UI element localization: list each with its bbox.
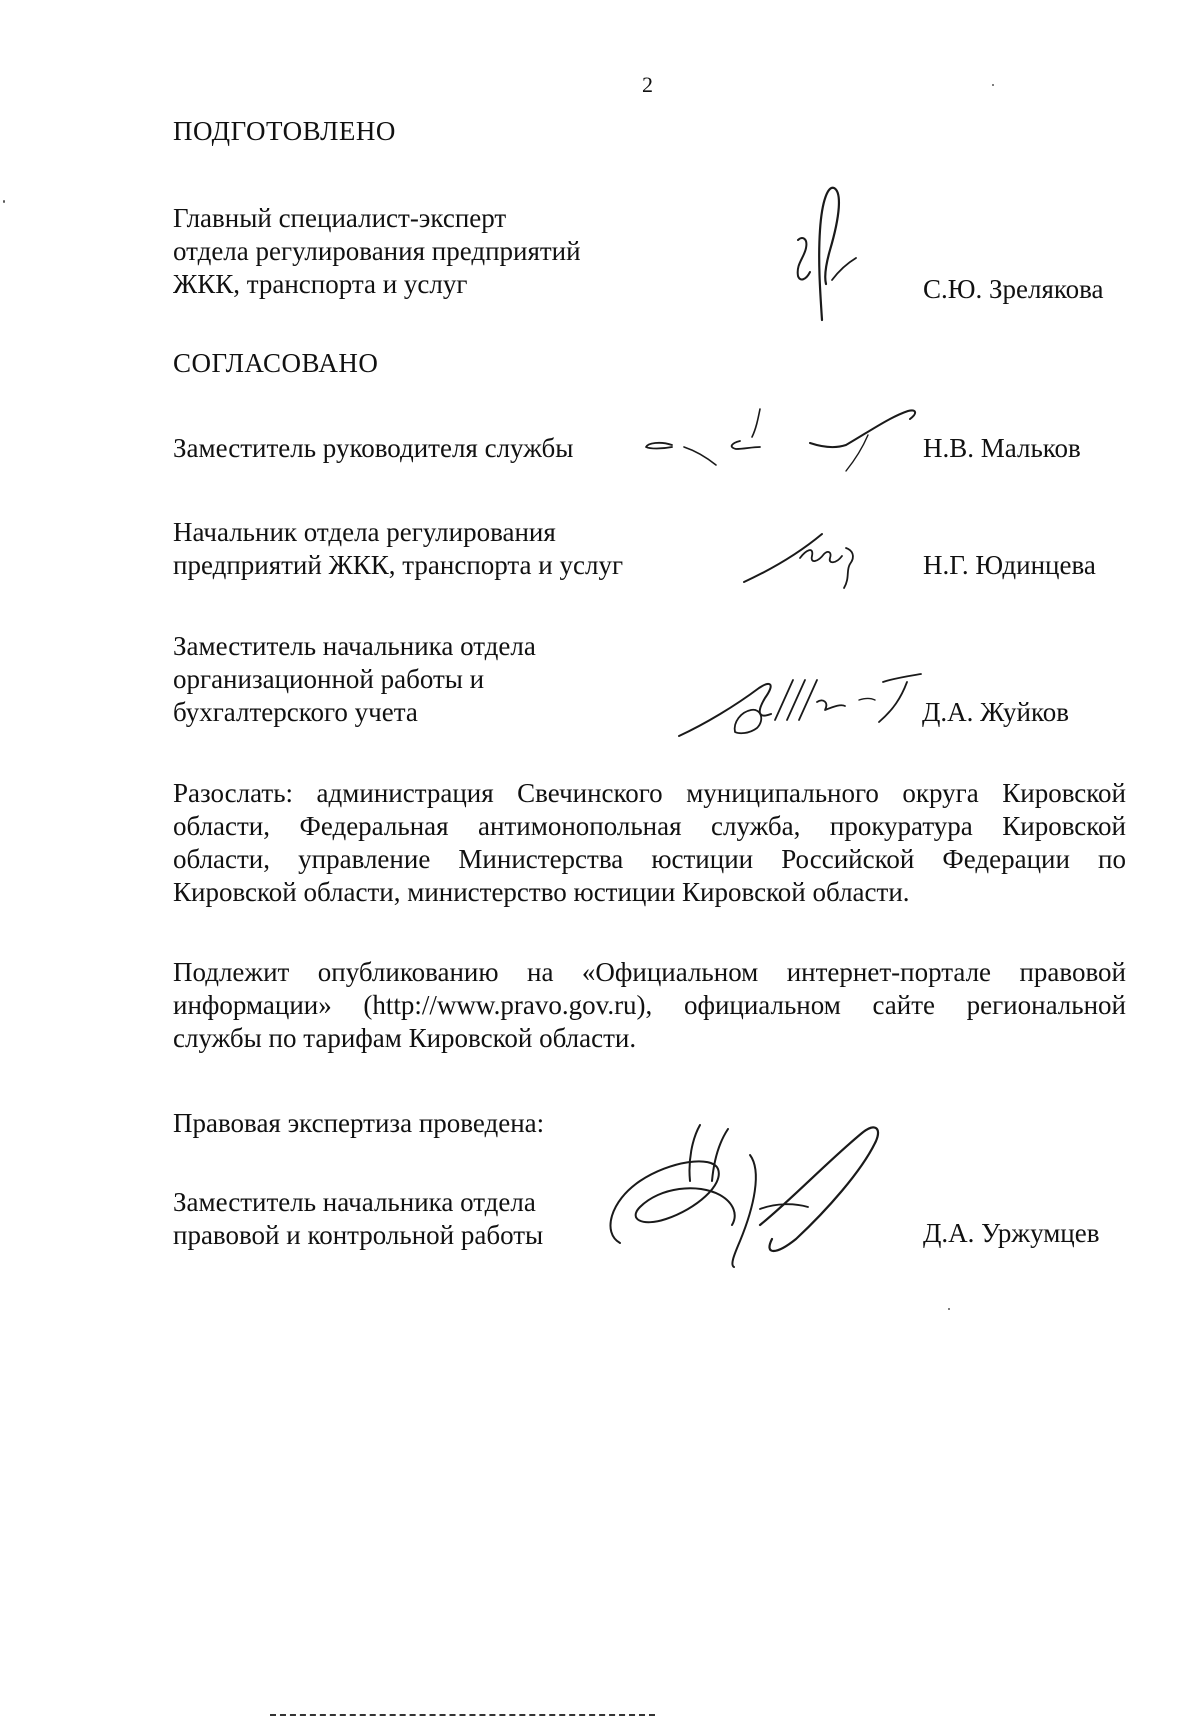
distribution-paragraph xyxy=(173,777,1126,909)
signature-urzhumtsev xyxy=(600,1115,920,1275)
position-line: Заместитель начальника отдела xyxy=(173,631,536,661)
page-number: 2 xyxy=(642,72,653,97)
position-line: правовой и контрольной работы xyxy=(173,1220,544,1250)
signatory-position xyxy=(173,432,573,465)
position-line: отдела регулирования предприятий xyxy=(173,236,581,266)
position-line: Начальник отдела регулирования xyxy=(173,517,556,547)
position-line: бухгалтерского учета xyxy=(173,697,418,727)
signature-zhuikov xyxy=(675,662,935,747)
scan-speck xyxy=(948,1308,950,1310)
publication-line: Подлежит опубликованию на «Официальном интернет-портале правовой xyxy=(173,957,1126,987)
signatory-name: Н.В. Мальков xyxy=(923,433,1081,463)
signatory-position xyxy=(173,516,623,582)
position-line: предприятий ЖКК, транспорта и услуг xyxy=(173,550,624,580)
distribution-line: Разослать: администрация Свечинского муниципального округа Кировской xyxy=(173,778,1126,808)
publication-line: службы по тарифам Кировской области. xyxy=(173,1023,637,1053)
legal-review-position xyxy=(173,1186,543,1252)
publication-line: информации» (http://www.pravo.gov.ru), официальном сайте региональной xyxy=(173,990,1126,1020)
prepared-name: С.Ю. Зрелякова xyxy=(923,274,1104,304)
position-line: Заместитель начальника отдела xyxy=(173,1187,536,1217)
signature-malkov xyxy=(640,395,940,485)
signatory-name: Д.А. Жуйков xyxy=(922,697,1069,727)
signatory-name: Н.Г. Юдинцева xyxy=(923,550,1096,580)
position-line: ЖКК, транспорта и услуг xyxy=(173,269,468,299)
position-line: Главный специалист-эксперт xyxy=(173,203,507,233)
signature-zrelyakova xyxy=(780,180,870,330)
position-line: Заместитель руководителя службы xyxy=(173,433,574,463)
distribution-line: Кировской области, министерство юстиции Кировской области. xyxy=(173,877,910,907)
signature-yudintseva xyxy=(740,520,870,595)
legal-review-statement: Правовая экспертиза проведена: xyxy=(173,1108,545,1138)
position-line: организационной работы и xyxy=(173,664,485,694)
prepared-position xyxy=(173,202,581,301)
prepared-heading: ПОДГОТОВЛЕНО xyxy=(173,116,396,146)
distribution-line: области, управление Министерства юстиции Российской Федерации по xyxy=(173,844,1126,874)
agreed-heading: СОГЛАСОВАНО xyxy=(173,348,379,378)
distribution-line: области, Федеральная антимонопольная служба, прокуратура Кировской xyxy=(173,811,1126,841)
signatory-position xyxy=(173,630,536,729)
scan-edge-line xyxy=(270,1714,655,1716)
scan-speck xyxy=(3,200,5,203)
scan-speck xyxy=(992,84,994,86)
legal-review-name: Д.А. Уржумцев xyxy=(923,1218,1100,1248)
publication-paragraph xyxy=(173,956,1126,1055)
